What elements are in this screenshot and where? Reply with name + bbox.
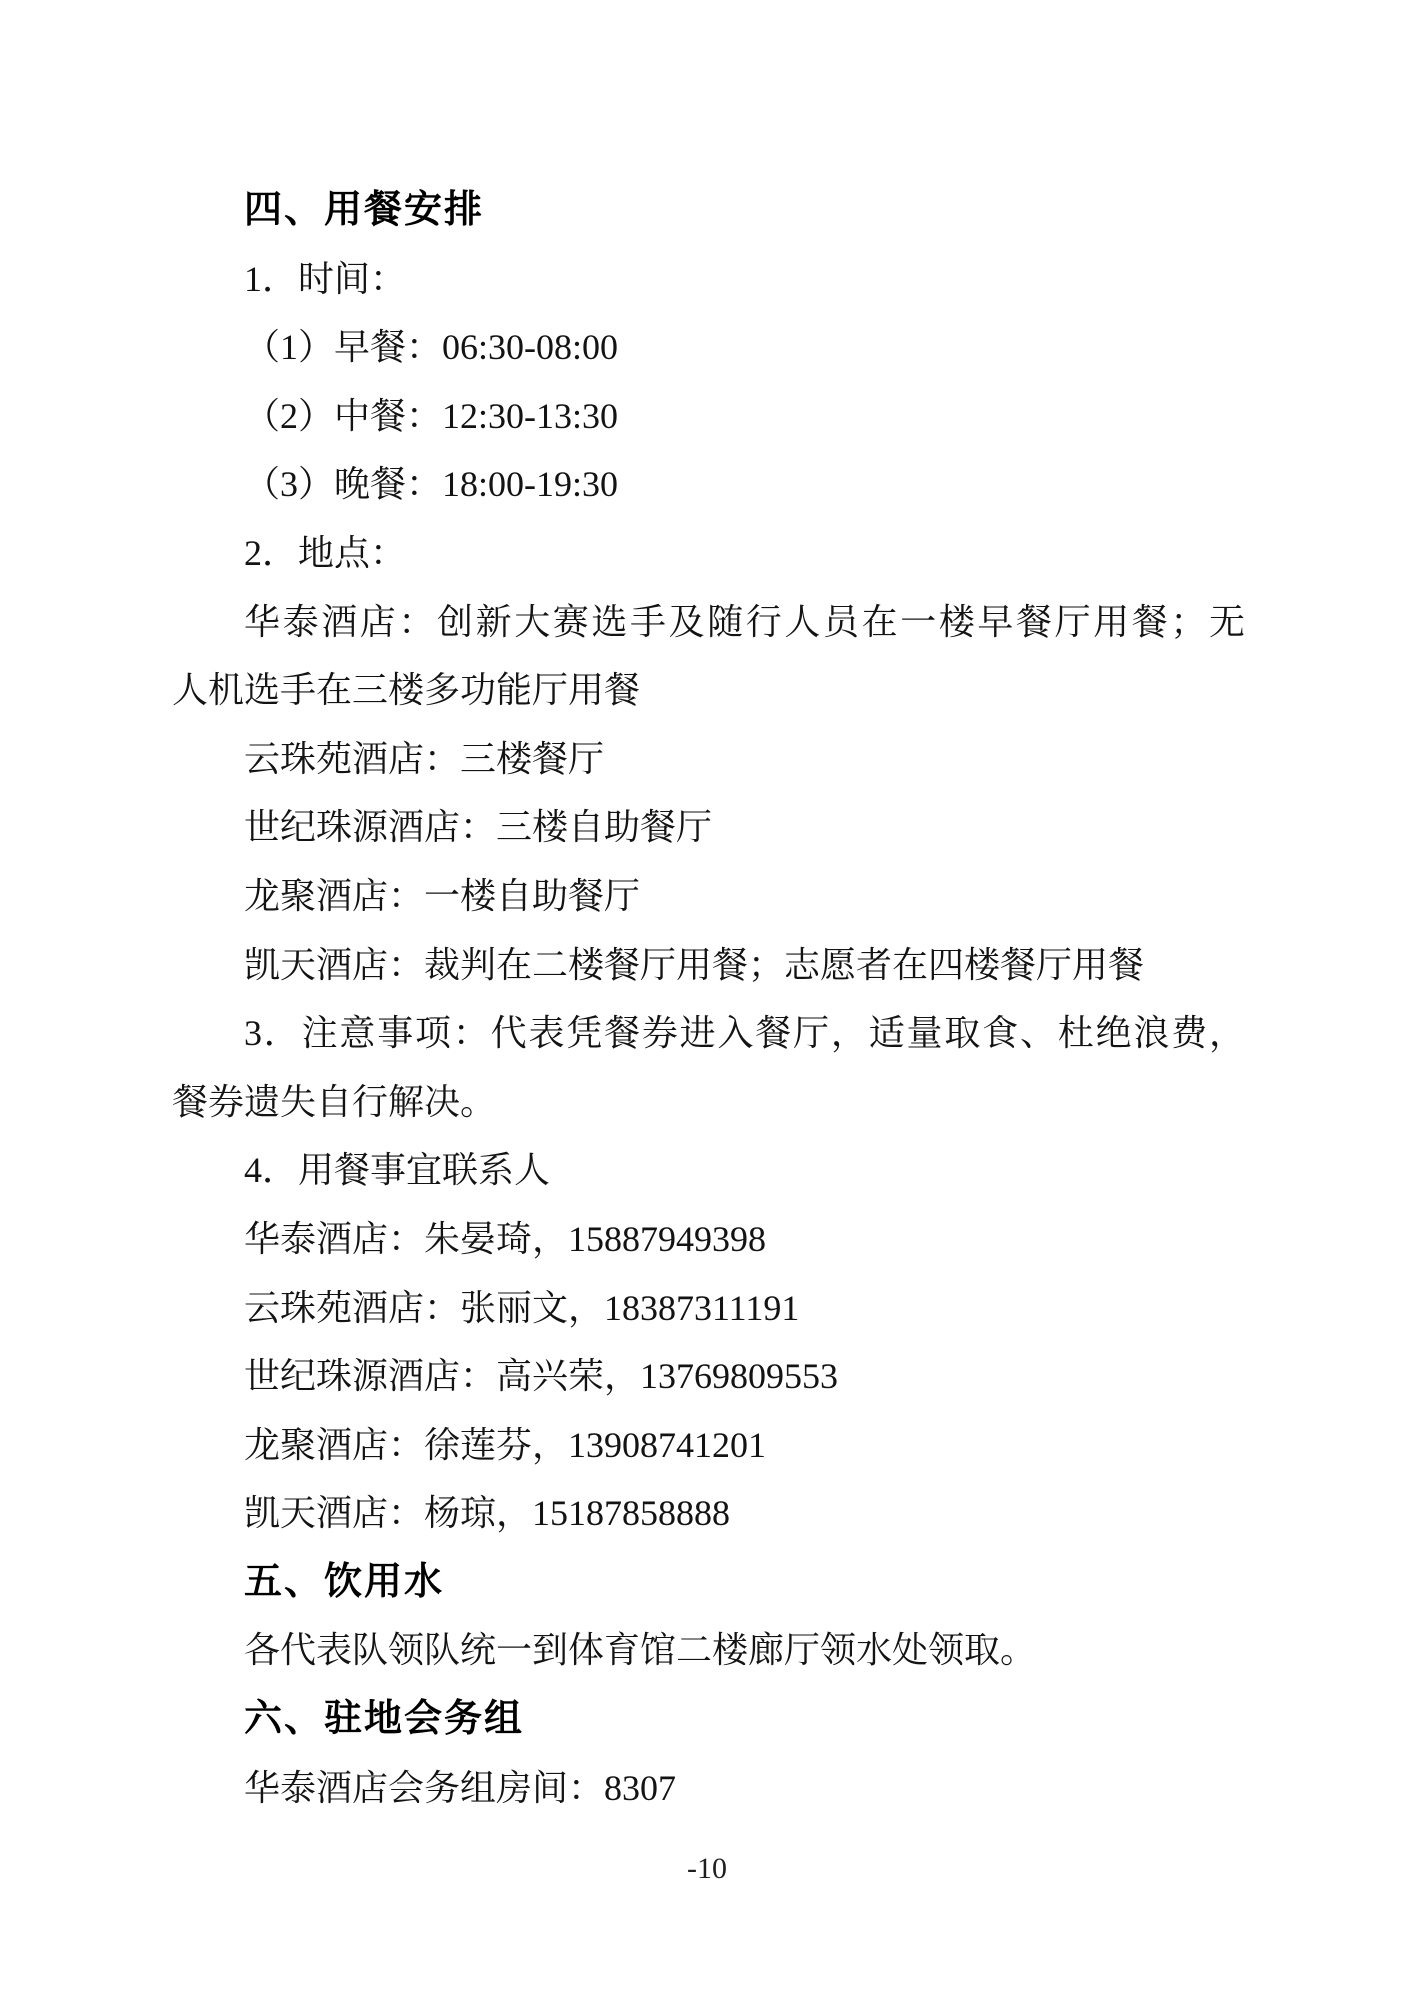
list-item-lunch-time: （2）中餐：12:30-13:30: [244, 395, 618, 436]
document-body: [172, 176, 1245, 1822]
paragraph-yunzhuyuan-location: 云珠苑酒店：三楼餐厅: [244, 738, 605, 779]
paragraph-water: 各代表队领队统一到体育馆二楼廊厅领水处领取。: [244, 1630, 1037, 1671]
paragraph-huatai-location-2: 人机选手在三楼多功能厅用餐: [172, 670, 641, 711]
section-heading-meals: 四、用餐安排: [244, 189, 485, 231]
section-heading-conference: 六、驻地会务组: [244, 1698, 525, 1741]
section-heading-water: 五、饮用水: [244, 1560, 445, 1603]
list-item-dinner-time: （3）晚餐：18:00-19:30: [244, 464, 618, 505]
contact-yunzhuyuan: 云珠苑酒店：张丽文，18387311191: [244, 1287, 800, 1328]
paragraph-conference-room: 华泰酒店会务组房间：8307: [244, 1767, 677, 1808]
contact-shijizhuyuan: 世纪珠源酒店：高兴荣，13769809553: [244, 1356, 839, 1397]
paragraph-longju-location: 龙聚酒店：一楼自助餐厅: [244, 875, 641, 916]
paragraph-shijizhuyuan-location: 世纪珠源酒店：三楼自助餐厅: [244, 807, 713, 848]
list-item-contacts-label: 4．用餐事宜联系人: [244, 1150, 551, 1191]
list-item-time-label: 1．时间：: [244, 258, 407, 299]
page-number: -10: [687, 1852, 727, 1885]
contact-huatai: 华泰酒店：朱晏琦，15887949398: [244, 1218, 767, 1259]
paragraph-notes: 3．注意事项：代表凭餐券进入餐厅，适量取食、杜绝浪费，: [244, 1013, 1245, 1054]
contact-longju: 龙聚酒店：徐莲芬，13908741201: [244, 1424, 767, 1465]
list-item-location-label: 2．地点：: [244, 532, 407, 573]
list-item-breakfast-time: （1）早餐：06:30-08:00: [244, 327, 618, 368]
paragraph-kaitian-location: 凯天酒店：裁判在二楼餐厅用餐；志愿者在四楼餐厅用餐: [244, 944, 1145, 985]
contact-kaitian: 凯天酒店：杨琼，15187858888: [244, 1493, 731, 1534]
paragraph-huatai-location: 华泰酒店：创新大赛选手及随行人员在一楼早餐厅用餐；无: [244, 601, 1245, 642]
paragraph-notes-2: 餐券遗失自行解决。: [172, 1081, 497, 1122]
